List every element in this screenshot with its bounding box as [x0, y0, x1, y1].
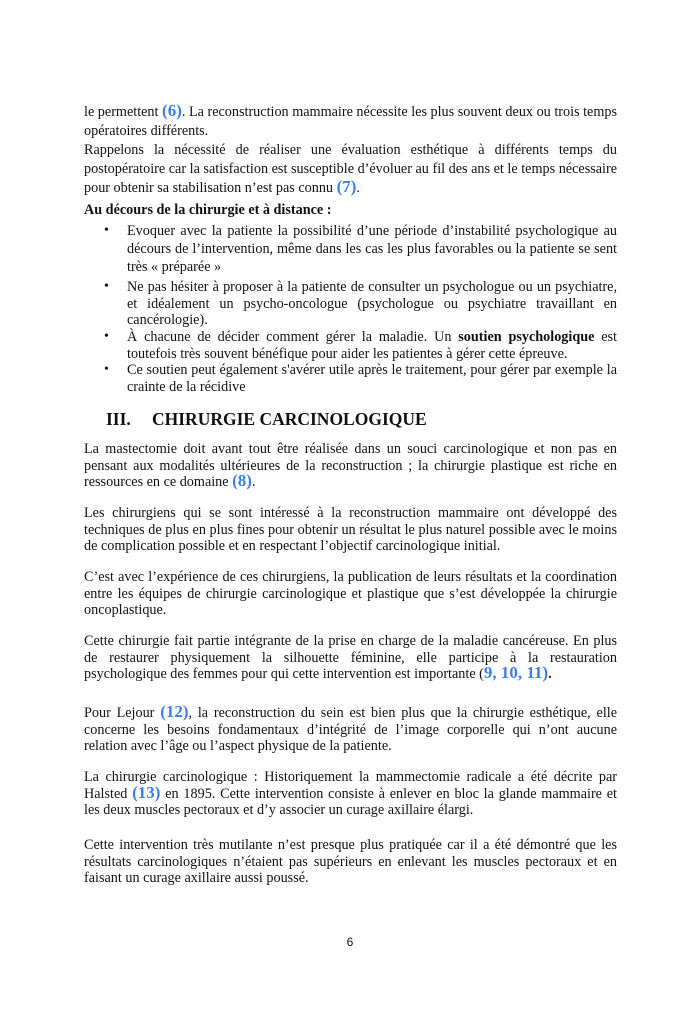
citation-link[interactable]: 9, 10, 11) — [483, 663, 549, 683]
page-number: 6 — [346, 935, 354, 949]
subheading — [84, 202, 617, 219]
text-run: Les chirurgiens qui se sont intéressé à la reconstruction mammaire ont développé des techniques de plus en plus fines pour obtenir un résultat le plus naturel possible avec le moins de complication possible et en respectant l’objectif carcinologique initial. — [84, 505, 617, 555]
text-run: C’est avec l’expérience de ces chirurgiens, la publication de leurs résultats et la coordination entre les équipes de chirurgie carcinologique et plastique que s’est développée la chirurgie oncoplastique. — [84, 569, 617, 619]
citation-link[interactable]: (13) — [132, 782, 161, 802]
text-run: . La reconstruction mammaire nécessite les plus souvent deux ou trois temps opératoires différents. — [84, 104, 617, 140]
bold-text: . — [548, 666, 552, 683]
text-run: Evoquer avec la patiente la possibilité d’une période d’instabilité psychologique au décours de l’intervention, même dans les cas les plus favorables ou la patiente se sent très « préparée » — [127, 223, 617, 275]
paragraph — [84, 633, 617, 683]
text-run: est toutefois très souvent bénéfique pour aider les patientes à gérer cette épreuve. — [127, 329, 617, 362]
bullet-item — [104, 362, 617, 395]
citation-link[interactable]: (7) — [336, 177, 357, 197]
paragraph — [84, 441, 617, 491]
text-run: La mastectomie doit avant tout être réalisée dans un souci carcinologique et non pas en pensant aux modalités ultérieures de la reconstruction ; la chirurgie plastique est riche en ressources en ce domaine — [84, 441, 617, 491]
text-run: . — [251, 474, 256, 491]
bullet-text — [127, 279, 617, 328]
bullet-text — [127, 223, 617, 275]
text-run: La chirurgie carcinologique : Historiquement la mammectomie radicale a été décrite par Halsted — [84, 769, 617, 802]
paragraph — [84, 769, 617, 819]
bullet-text — [127, 362, 617, 395]
paragraph — [84, 505, 617, 555]
bullet-item — [104, 329, 617, 362]
text-run: Pour Lejour — [84, 705, 161, 721]
bullet-item — [104, 279, 617, 329]
bullet-icon: • — [104, 329, 109, 344]
bullet-text — [127, 329, 617, 362]
bullet-icon: • — [104, 362, 109, 377]
text-run: Ne pas hésiter à proposer à la patiente de consulter un psychologue ou un psychiatre, et idéalement un psycho-oncologue (psychologue ou psychiatre travaillant en cancérologie). — [127, 279, 617, 329]
citation-link[interactable]: (8) — [232, 471, 252, 491]
section-number: III. — [106, 409, 131, 429]
text-run: le permettent — [84, 104, 163, 120]
paragraph-intro — [84, 103, 617, 141]
paragraph — [84, 837, 617, 887]
text-run: Ce soutien peut également s'avérer utile après le traitement, pour gérer par exemple la crainte de la récidive — [127, 362, 617, 395]
text-run: Cette chirurgie fait partie intégrante de la prise en charge de la maladie cancéreuse. En plus de restaurer physiquement la silhouette féminine, elle participe à la restauration psychologique des femmes pour qui cette intervention est importante ( — [84, 633, 617, 683]
text-run: en 1895. Cette intervention consiste à enlever en bloc la glande mammaire et les deux muscles pectoraux et d’y associer un curage axillaire élargi. — [84, 785, 617, 819]
paragraph — [84, 702, 617, 755]
bullet-icon: • — [104, 223, 109, 238]
text-run: , la reconstruction du sein est bien plus que la chirurgie esthétique, elle concerne les besoins fondamentaux d’intégrité de l’image corporelle qui n’ont aucune relation avec l’âge ou l’aspect physique de la patiente. — [84, 705, 617, 755]
text-run: . — [356, 180, 360, 197]
text-run: À chacune de décider comment gérer la maladie. Un — [127, 329, 459, 345]
citation-link[interactable]: (12) — [160, 702, 189, 721]
citation-link[interactable]: (6) — [162, 101, 182, 120]
section-title: CHIRURGIE CARCINOLOGIQUE — [152, 409, 427, 429]
text-run: Cette intervention très mutilante n’est presque plus pratiquée car il a été démontré que les résultats carcinologiques n’étaient pas supérieurs en enlevant les muscles pectoraux et en faisant un curage axillaire aussi poussé. — [84, 837, 617, 887]
paragraph-evaluation — [84, 141, 617, 199]
text-run: Rappelons la nécessité de réaliser une évaluation esthétique à différents temps du postopératoire car la satisfaction est susceptible d’évoluer au fil des ans et le temps nécessaire pour obtenir sa stabilisation n’est pas connu — [84, 142, 617, 197]
bold-text: soutien psychologique — [458, 329, 595, 345]
paragraph — [84, 569, 617, 619]
section-heading — [106, 409, 427, 430]
bold-text: Au décours de la chirurgie et à distance : — [84, 202, 332, 218]
bullet-item — [104, 222, 617, 276]
bullet-icon: • — [104, 279, 109, 294]
